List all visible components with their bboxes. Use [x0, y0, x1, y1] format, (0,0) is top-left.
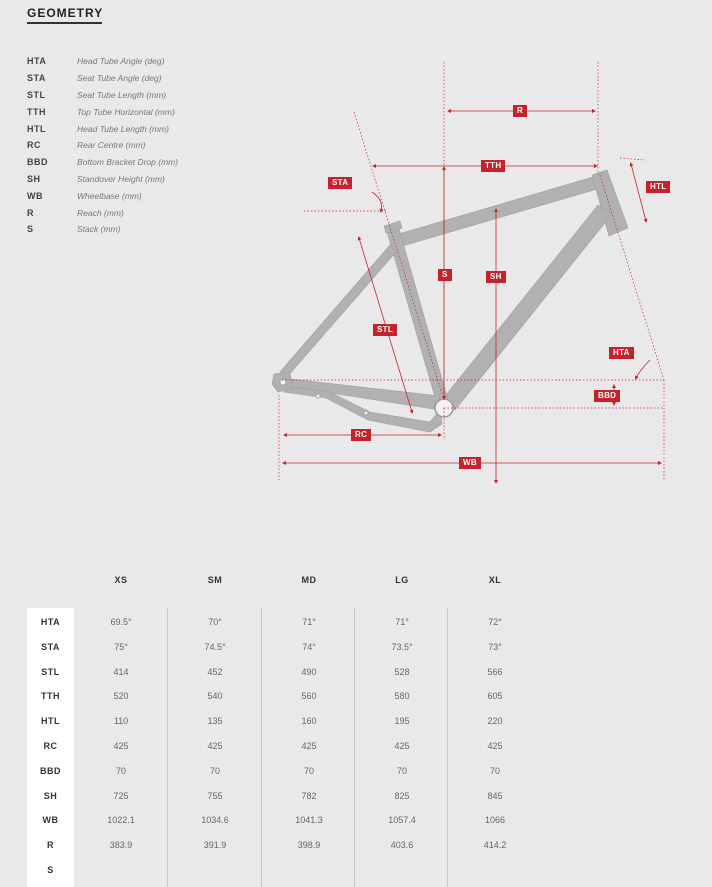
table-cell: 391.9	[203, 840, 227, 851]
bike-frame	[272, 170, 628, 432]
table-cell: 566	[487, 666, 503, 677]
diagram-label-tth: TTH	[481, 160, 505, 172]
table-cell: 71°	[302, 617, 316, 627]
table-cell: 70	[209, 765, 220, 776]
table-cell: 490	[301, 666, 317, 677]
legend-code: S	[27, 224, 34, 235]
table-cell: 825	[394, 790, 410, 801]
table-cell: 520	[113, 691, 129, 702]
column-header: LG	[395, 575, 409, 585]
legend-code: WB	[27, 190, 43, 201]
table-cell: 1057.4	[388, 815, 416, 826]
table-cell: 398.9	[297, 840, 321, 851]
diagram-label-stl: STL	[373, 324, 397, 336]
row-code-hta: HTA	[40, 617, 61, 627]
legend-code: STA	[27, 73, 46, 84]
legend-code: HTL	[27, 123, 46, 134]
down-tube	[442, 205, 612, 410]
table-cell: 73.5°	[391, 641, 413, 652]
table-cell: 69.5°	[110, 617, 132, 627]
legend-code: RC	[27, 140, 41, 151]
diagram-label-hta: HTA	[609, 347, 634, 359]
legend-code: BBD	[27, 157, 48, 168]
table-cell: 70	[396, 765, 407, 776]
table-cell: 452	[207, 666, 223, 677]
table-cell: 74.5°	[204, 641, 226, 652]
legend-code: TTH	[27, 106, 46, 117]
table-cell: 425	[301, 741, 317, 751]
table-cell: 1034.6	[201, 815, 229, 826]
table-cell: 560	[301, 691, 317, 702]
table-cell: 70	[115, 765, 126, 776]
table-cell: 1041.3	[295, 815, 323, 826]
guide-lines	[279, 62, 664, 480]
table-cell: 414	[113, 666, 129, 677]
table-cell: 425	[487, 741, 503, 751]
table-cell: 195	[394, 716, 410, 727]
diagram-label-s: S	[438, 269, 452, 281]
row-code-htl: HTL	[41, 716, 60, 727]
table-cell: 383.9	[109, 840, 133, 851]
hta-angle-arc	[636, 360, 650, 378]
legend-desc: Stack (mm)	[77, 224, 121, 235]
table-cell: 425	[207, 741, 223, 751]
table-cell: 782	[301, 790, 317, 801]
row-code-r: R	[47, 840, 54, 851]
table-cell: 403.6	[390, 840, 414, 851]
legend-desc: Seat Tube Angle (deg)	[77, 73, 162, 84]
legend-code: R	[27, 207, 34, 218]
row-code-sta: STA	[41, 641, 60, 652]
table-cell: 755	[207, 790, 223, 801]
legend-desc: Head Tube Length (mm)	[77, 123, 169, 134]
legend-code: STL	[27, 89, 46, 100]
seat-stay	[280, 245, 396, 378]
table-cell: 72°	[488, 617, 502, 627]
row-code-rc: RC	[43, 741, 58, 751]
table-cell: 110	[113, 716, 129, 727]
legend-desc: Head Tube Angle (deg)	[77, 56, 165, 67]
column-header: XL	[488, 575, 502, 585]
table-cell: 70	[489, 765, 500, 776]
column-header: SM	[207, 575, 223, 585]
legend-code: HTA	[27, 56, 47, 67]
table-cell: 425	[113, 741, 129, 751]
row-code-wb: WB	[42, 815, 59, 826]
table-cell: 414.2	[483, 840, 507, 851]
top-tube	[395, 175, 604, 247]
table-cell: 1022.1	[107, 815, 135, 826]
table-cell: 135	[207, 716, 223, 727]
htl-arrow	[631, 164, 646, 221]
table-cell: 70°	[208, 617, 222, 627]
diagram-label-rc: RC	[351, 429, 371, 441]
row-code-stl: STL	[41, 666, 60, 677]
legend-desc: Top Tube Horizontal (mm)	[77, 106, 175, 117]
page-title: GEOMETRY	[27, 6, 104, 20]
legend-desc: Bottom Bracket Drop (mm)	[77, 157, 179, 168]
diagram-label-bbd: BBD	[594, 390, 620, 402]
dimension-arrows	[284, 111, 660, 482]
diagram-label-sta: STA	[328, 177, 352, 189]
legend-desc: Rear Centre (mm)	[77, 140, 146, 151]
table-cell: 1066	[484, 815, 506, 826]
htl-guide	[620, 158, 645, 160]
table-cell: 73°	[488, 641, 502, 652]
row-code-bbd: BBD	[40, 765, 61, 776]
row-code-s: S	[47, 865, 54, 875]
legend-desc: Standover Height (mm)	[77, 173, 165, 184]
legend-desc: Reach (mm)	[77, 207, 124, 218]
legend-desc: Seat Tube Length (mm)	[77, 89, 167, 100]
legend-code: SH	[27, 173, 41, 184]
row-code-tth: TTH	[41, 691, 60, 702]
table-cell: 725	[113, 790, 129, 801]
table-cell: 528	[394, 666, 410, 677]
diagram-label-htl: HTL	[646, 181, 670, 193]
table-cell: 580	[394, 691, 410, 702]
diagram-label-wb: WB	[459, 457, 481, 469]
table-cell: 70	[303, 765, 314, 776]
table-cell: 845	[487, 790, 503, 801]
table-cell: 605	[487, 691, 503, 702]
sta-guide	[354, 112, 444, 400]
table-cell: 75°	[114, 641, 128, 652]
table-cell: 160	[301, 716, 317, 727]
sta-angle-arc	[372, 192, 382, 211]
column-header: XS	[114, 575, 128, 585]
table-cell: 540	[207, 691, 223, 702]
diagram-label-r: R	[513, 105, 527, 117]
legend-desc: Wheelbase (mm)	[77, 190, 142, 201]
diagram-label-sh: SH	[486, 271, 506, 283]
table-cell: 425	[394, 741, 410, 751]
seat-tube	[387, 229, 448, 404]
row-code-sh: SH	[43, 790, 58, 801]
table-cell: 74°	[302, 641, 316, 652]
table-cell: 71°	[395, 617, 409, 627]
column-header: MD	[301, 575, 317, 585]
table-cell: 220	[487, 716, 503, 727]
